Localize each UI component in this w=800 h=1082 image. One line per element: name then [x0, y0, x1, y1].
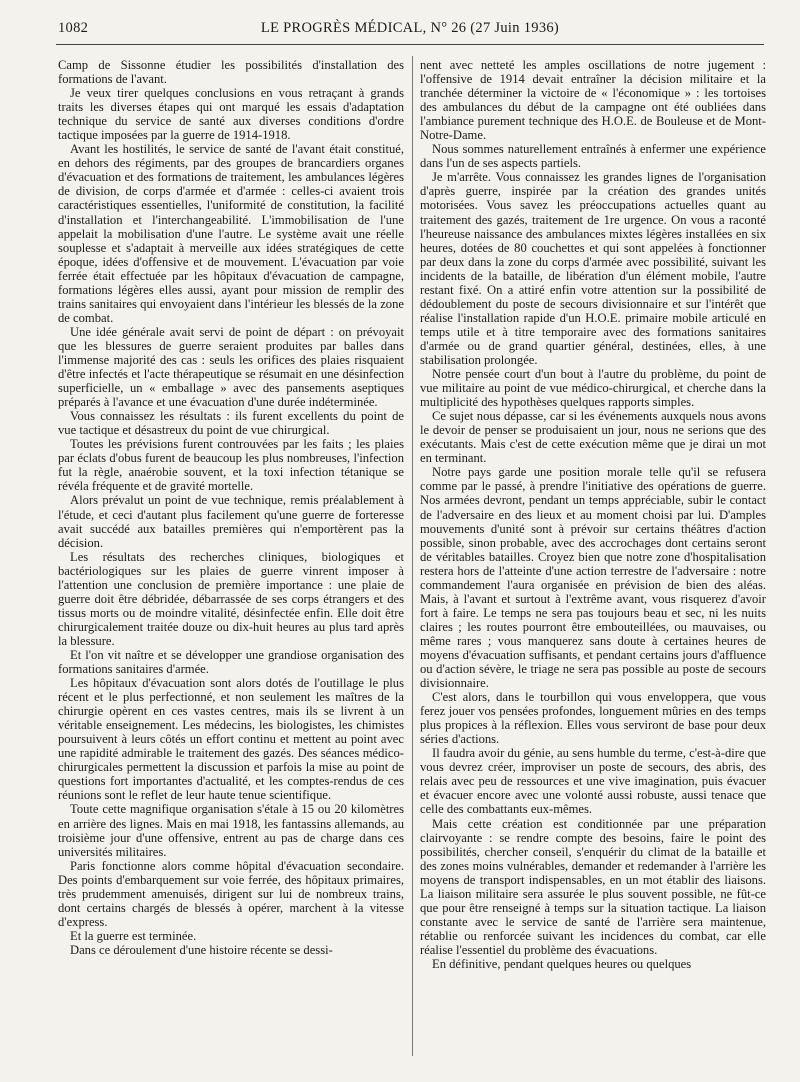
paragraph: Notre pays garde une position morale telle qu'il se refusera comme par le passé, à prendre l'initiative des opérations de guerre. Nos armées devront, pendant un temps appréciable, subir le contact de l'adversaire en des lieux et au moment choisi par lui. D'amples mouvements d'unité sont à prévoir sur certains théâtres d'action possible, sinon probable, avec des accrochages dont certains seront de véritables batailles. Croyez bien que notre zone d'hospitalisation restera hors de l'atteinte d'une action terrestre de l'adversaire : notre commandement l'aura organisée en prévision de bien des aléas. Mais, à l'avant et surtout à l'extrême avant, vous risquerez d'avoir fort à faire. Le temps ne sera pas toujours beau et sec, ni les nuits claires ; les routes pourront être embouteillées, ou mauvaises, ou même rares ; vous manquerez sans doute à certaines heures de moyens d'évacuation suffisants, et pendant certains jours d'affluence ou d'action sévère, le triage ne sera pas possible au poste de secours divisionnaire. [420, 465, 766, 691]
paragraph: C'est alors, dans le tourbillon qui vous enveloppera, que vous ferez jouer vos pensées profondes, longuement mûries en des temps plus propices à la réflexion. Elles vous serviront de base pour deux séries d'actions. [420, 690, 766, 747]
paragraph: Toutes les prévisions furent controuvées par les faits ; les plaies par éclats d'obus furent de beaucoup les plus nombreuses, l'infection fut la règle, anaérobie souvent, et la toxi infection tétanique se révéla fréquente et de gravité mortelle. [58, 437, 404, 494]
paragraph: Il faudra avoir du génie, au sens humble du terme, c'est-à-dire que vous devrez créer, improviser un poste de secours, des abris, des relais avec peu de ressources et une vive imagination, puis évacuer et évacuer encore avec une volonté aussi robuste, aussi tenace que celle des combattants eux-mêmes. [420, 746, 766, 817]
paragraph: Vous connaissez les résultats : ils furent excellents du point de vue tactique et désastreux du point de vue chirurgical. [58, 409, 404, 438]
left-column [58, 58, 404, 1058]
header-rule [56, 44, 764, 45]
paragraph: Ce sujet nous dépasse, car si les événements auxquels nous avons le devoir de penser se produisaient un jour, nous ne serions que des exécutants. Mais c'est de cette exécution même que je dirai un mot en terminant. [420, 409, 766, 466]
paragraph: Alors prévalut un point de vue technique, remis préalablement à l'étude, et ceci d'autant plus facilement qu'une guerre de forteresse avait succédé aux batailles premières qui n'emportèrent pas la décision. [58, 493, 404, 550]
page-header [58, 18, 762, 40]
paragraph: Et l'on vit naître et se développer une grandiose organisation des formations sanitaires d'armée. [58, 647, 404, 677]
page-number: 1082 [58, 20, 89, 36]
paragraph: Toute cette magnifique organisation s'étale à 15 ou 20 kilomètres en arrière des lignes. Mais en mai 1918, les fantassins allemands, au troisième jour d'une offensive, entrent au pas de charge dans ces universités militaires. [58, 802, 404, 859]
paragraph: Les hôpitaux d'évacuation sont alors dotés de l'outillage le plus récent et le plus perfectionné, et non seulement les maîtres de la chirurgie opèrent en ces vastes centres, mais ils se livrent à un véritable enseignement. Les médecins, les biologistes, les chimistes poursuivent à leurs côtés un effort continu et mettent au point avec une rapidité admirable le traitement des gazés. Des séances médico-chirurgicales permettent la discussion et parfois la mise au point de questions fort importantes d'actualité, et les comptes-rendus de ces réunions sont le reflet de leur haute tenue scientifique. [58, 676, 404, 803]
paragraph: Et la guerre est terminée. [70, 928, 197, 943]
paragraph: Nous sommes naturellement entraînés à enfermer une expérience dans l'un de ses aspects partiels. [420, 142, 766, 171]
paragraph: Dans ce déroulement d'une histoire récente se dessi- [70, 942, 333, 957]
paragraph: Je m'arrête. Vous connaissez les grandes lignes de l'organisation d'après guerre, inspirée par la création des grandes unités motorisées. Vous savez les préoccupations actuelles quant au traitement des gazés, traitement de 1re urgence. On vous a raconté l'heureuse naissance des ambulances mixtes légères installées en six heures, dotées de 80 couchettes et qui sont appelées à fonctionner par deux dans la zone du corps d'armée avec possibilité, suivant les incidents de la bataille, de libération d'un élément mobile, l'autre restant fixé. On a attiré enfin votre attention sur la possibilité de dédoublement du poste de secours divisionnaire et sur l'intérêt que réalise l'installation rapide d'un H.O.E. primaire mobile articulé en temps utile et à titre temporaire avec des formations sanitaires d'armée ou de grand quartier général, destinées, elles, à une stabilisation prolongée. [420, 170, 766, 367]
paragraph: nent avec netteté les amples oscillations de notre jugement : l'offensive de 1914 devait entraîner la décision militaire et la tranchée déterminer la victoire de « l'économique » : les tortoises des ambulances du début de la campagne ont été oubliées dans l'ambiance purement technique des H.O.E. de Bouleuse et de Mont-Notre-Dame. [420, 58, 766, 143]
paragraph: Une idée générale avait servi de point de départ : on prévoyait que les blessures de guerre seraient produites par balles dans l'immense majorité des cas : seuls les orifices des plaies risquaient d'être infectés et l'acte thérapeutique se résumait en une désinfection superficielle, un « emballage » avec des pansements aseptiques préparés à l'avance et une évacuation d'une durée indéterminée. [58, 324, 404, 410]
paragraph: Je veux tirer quelques conclusions en vous retraçant à grands traits les diverses étapes qui ont marqué les essais d'adaptation technique du service de santé aux diverses conditions d'ordre tactique imposées par la guerre de 1914-1918. [58, 86, 404, 143]
paragraph: Camp de Sissonne étudier les possibilités d'installation des formations de l'avant. [58, 58, 404, 87]
right-column [420, 58, 766, 1058]
column-divider [412, 56, 413, 1056]
journal-title: LE PROGRÈS MÉDICAL, N° 26 (27 Juin 1936) [260, 20, 560, 36]
paragraph: Les résultats des recherches cliniques, biologiques et bactériologiques sur les plaies de guerre vinrent imposer à l'attention une conclusion de première importance : une plaie de guerre doit être débridée, débarrassée de ses corps étrangers et des tissus morts ou de moindre vitalité, désinfectée enfin. Elle doit être chirurgicalement traitée douze ou dix-huit heures au plus tard après la blessure. [58, 549, 404, 648]
paragraph: Notre pensée court d'un bout à l'autre du problème, du point de vue militaire au point de vue médico-chirurgical, et cherche dans la multiplicité des hypothèses quelques rapports simples. [420, 367, 766, 410]
paragraph: Mais cette création est conditionnée par une préparation clairvoyante : se rendre compte des besoins, faire le point des possibilités, chercher conseil, s'enquérir du climat de la bataille et des zones moins vulnérables, demander et redemander à l'arrière les moyens de transport indispensables, en un mot établir des liaisons. La liaison militaire sera assurée le plus souvent possible, ne fût-ce que pour être renseigné à temps sur la situation tactique. La liaison constante avec le service de santé de l'arrière sera maintenue, rétablie ou renforcée suivant les incidences du combat, car elle réalise l'essentiel du problème des évacuations. [420, 816, 766, 957]
paragraph: Avant les hostilités, le service de santé de l'avant était constitué, en dehors des régiments, par des groupes de brancardiers organes d'évacuation et des formations de traitement, les ambulances légères de division, de corps d'armée et d'armée : celles-ci avaient trois caractéristiques essentielles, l'uniformité de constitution, la facilité d'installation et l'interchangeabilité. L'immobilisation de l'une appelait la mobilisation d'une l'autre. Le système avait une réelle souplesse et s'adaptait à merveille aux idées stratégiques de cette époque, idées d'offensive et de mouvement. L'évacuation par voie ferrée était effectuée par les hôpitaux d'évacuation de campagne, formations légères elles aussi, ayant pour mission de remplir des trains sanitaires qui envoyaient dans l'intérieur les blessés de la zone de combat. [58, 142, 404, 325]
paragraph: En définitive, pendant quelques heures ou quelques [432, 957, 692, 971]
paragraph: Paris fonctionne alors comme hôpital d'évacuation secondaire. Des points d'embarquement sur voie ferrée, des hôpitaux primaires, très prudemment amenuisés, dirigent sur lui de nombreux trains, dont certains chargés de blessés à opérer, marchent à la vitesse d'express. [58, 858, 404, 929]
